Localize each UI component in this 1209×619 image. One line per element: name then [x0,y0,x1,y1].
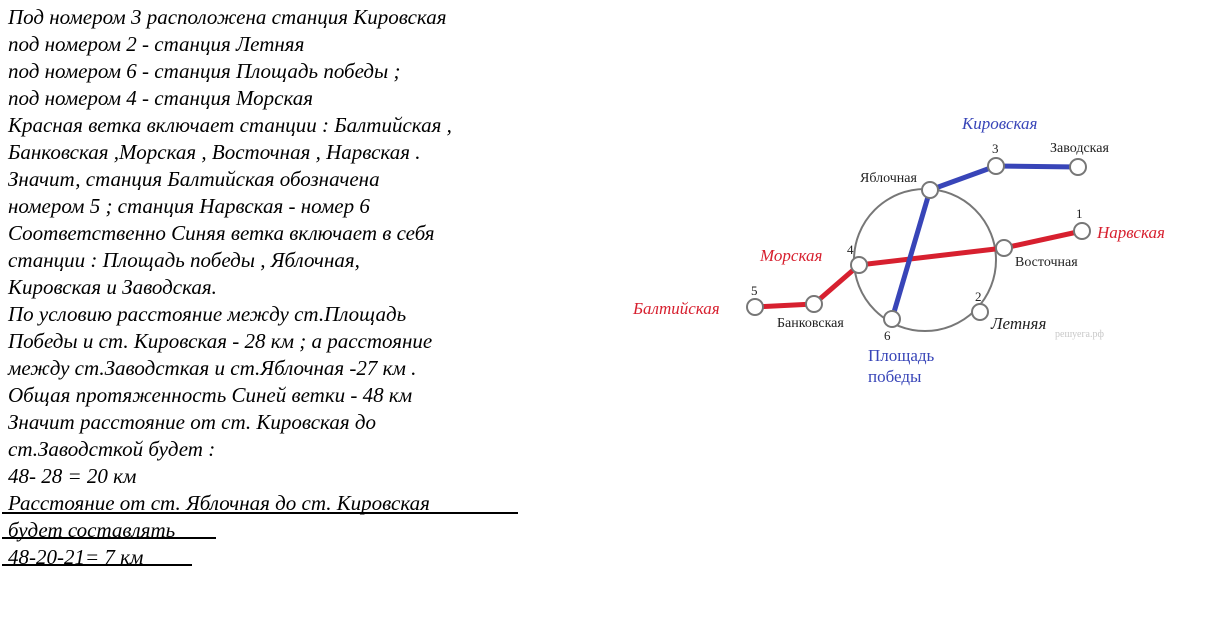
solution-line: Расстояние от ст. Яблочная до ст. Кировская [8,491,430,515]
solution-text [8,4,528,571]
solution-line: По условию расстояние между ст.Площадь [8,302,407,326]
solution-line: ст.Заводсткой будет : [8,437,216,461]
underline-rule [2,512,518,514]
station-label-narvskaya: Нарвская [1097,223,1165,242]
metro-map-svg [600,100,1200,400]
watermark: решуега.рф [1055,329,1104,340]
station-label-pobedy: победы [868,367,922,386]
blue-line-segment [996,166,1078,167]
solution-line: под номером 2 - станция Летняя [8,32,305,56]
station-label-vostochnaya: Восточная [1015,255,1078,270]
station-marker-4 [851,257,867,273]
station-label-letnyaya: Летняя [991,314,1047,333]
solution-line: 48-20-21= 7 км [8,545,144,569]
solution-line: под номером 6 - станция Площадь победы ; [8,59,401,83]
solution-line: Значит расстояние от ст. Кировская до [8,410,376,434]
station-marker-5 [747,299,763,315]
solution-line: станции : Площадь победы , Яблочная, [8,248,360,272]
solution-line: Кировская и Заводская. [8,275,217,299]
station-label-morskaya: Морская [760,246,823,265]
red-line-segment [1004,231,1082,248]
red-line-segment [859,248,1004,265]
station-marker-3 [988,158,1004,174]
station-marker-1 [1074,223,1090,239]
blue-line-segment [892,190,930,319]
underline-rule [2,537,216,539]
station-label-yablochnaya: Яблочная [860,171,917,186]
solution-line: Победы и ст. Кировская - 28 км ; а расстояние [8,329,433,353]
station-label-baltiyskaya: Балтийская [633,299,720,318]
station-marker-zavodskaya [1070,159,1086,175]
solution-line: 48- 28 = 20 км [8,464,137,488]
station-marker-vostochnaya [996,240,1012,256]
blue-line-segment [930,166,996,190]
underline-rule [2,564,192,566]
station-number-4: 4 [847,242,854,257]
solution-line: будет составлять [8,518,176,542]
station-marker-6 [884,311,900,327]
station-marker-bankovskaya [806,296,822,312]
solution-line: Значит, станция Балтийская обозначена [8,167,380,191]
solution-line: Соответственно Синяя ветка включает в себя [8,221,435,245]
solution-line: Красная ветка включает станции : Балтийская , [8,113,452,137]
station-number-6: 6 [884,328,891,343]
station-marker-2 [972,304,988,320]
station-label-kirovskaya: Кировская [962,114,1038,133]
station-label-zavodskaya: Заводская [1050,141,1109,156]
solution-line: Общая протяженность Синей ветки - 48 км [8,383,413,407]
metro-map [600,100,1200,400]
solution-line: под номером 4 - станция Морская [8,86,314,110]
station-number-5: 5 [751,283,758,298]
station-label-bankovskaya: Банковская [777,316,844,331]
solution-line: Банковская ,Морская , Восточная , Нарвская . [8,140,421,164]
solution-line: между ст.Заводсткая и ст.Яблочная -27 км . [8,356,417,380]
station-number-1: 1 [1076,206,1083,221]
station-number-2: 2 [975,289,982,304]
station-number-3: 3 [992,141,999,156]
station-label-ploshchad: Площадь [868,346,935,365]
station-marker-yablochnaya [922,182,938,198]
solution-line: Под номером 3 расположена станция Кировская [8,5,447,29]
solution-line: номером 5 ; станция Нарвская - номер 6 [8,194,370,218]
